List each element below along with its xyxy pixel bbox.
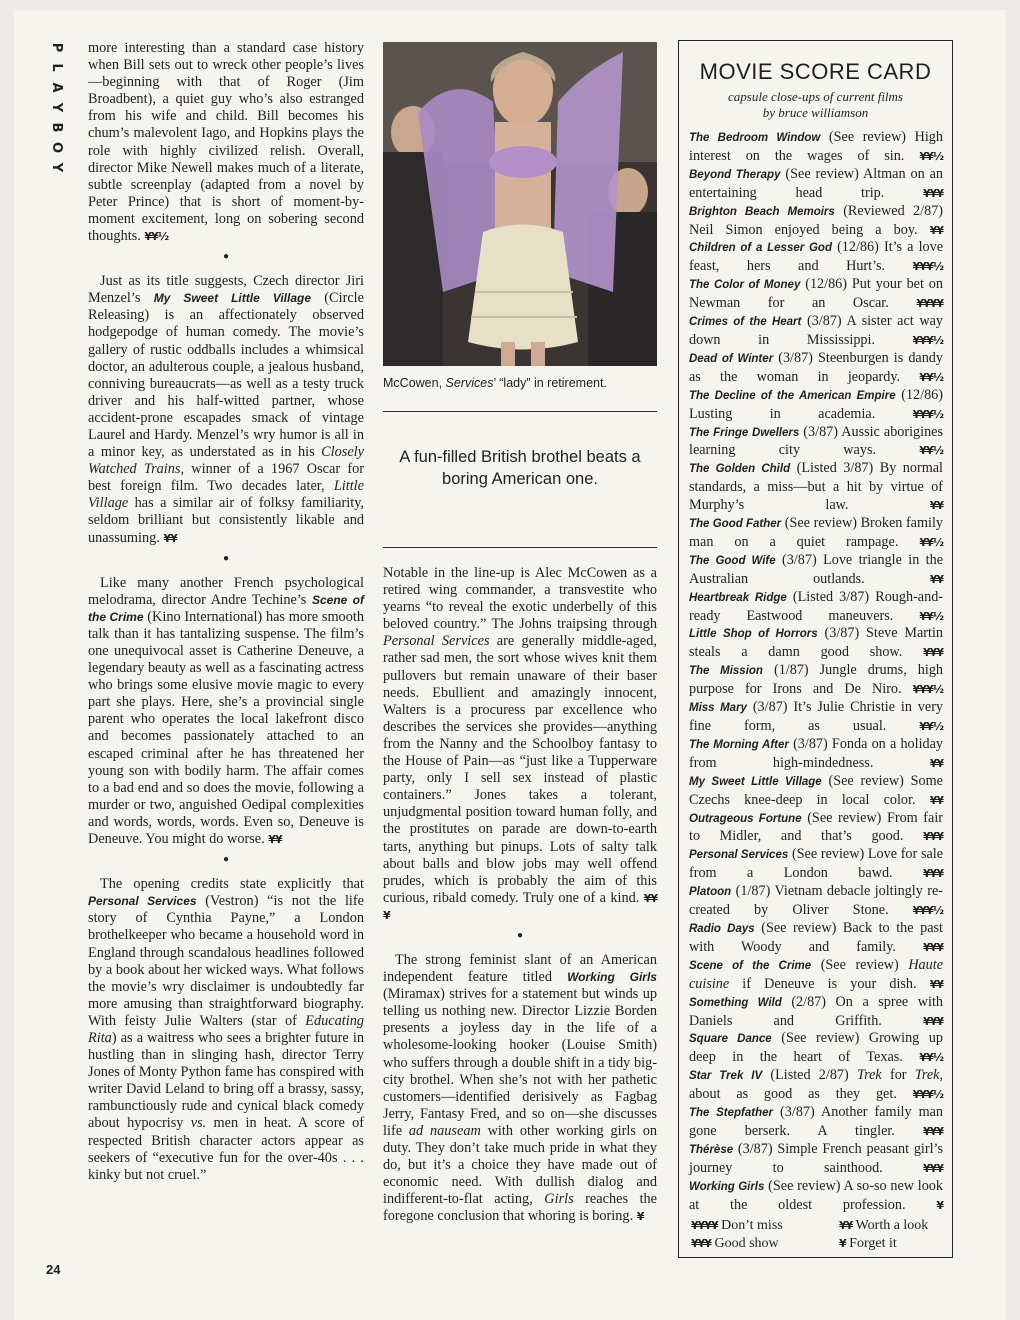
masthead-letter: O xyxy=(49,141,64,155)
scorecard-entry xyxy=(689,129,943,166)
entry-rating: ¥¥¥½ xyxy=(912,260,943,274)
entry-italic: Trek xyxy=(914,1067,940,1084)
legend-label: Don’t miss xyxy=(717,1218,783,1233)
masthead-letter: Y xyxy=(49,162,64,174)
scorecard-subtitle xyxy=(679,89,952,121)
scorecard-entry xyxy=(689,625,943,662)
text-run: The opening credits state explicitly that xyxy=(100,876,364,893)
entry-rating: ¥¥ xyxy=(929,756,943,770)
text-run: (Kino International) has more smooth talk than it has tantalizing suspense. The film’s one unequivocal asset is Catherine Deneuve, a legendary beauty as well as a fascinating actress who brings some elusive movie magic to every part she plays. Here, she’s a provincial single parent who operates the local lakefront disco and becomes passionately attached to an escaped criminal after he has threatened her young son with bodily harm. The affair comes to a bad end and so does the movie, following a murder or two, anguished Oedipal complexities and words, words, words. Even so, Deneuve is Deneuve. You might do worse. xyxy=(88,608,364,848)
scorecard-entry xyxy=(689,239,943,276)
section-separator: ● xyxy=(222,854,230,866)
entry-text: (See review) From fair to Midler, and that’s good. xyxy=(689,809,943,845)
entry-text: (See review) Growing up deep in the heart of Texas. xyxy=(689,1030,943,1066)
entry-text: (3/87) Another family man gone berserk. A tingler. xyxy=(689,1104,944,1139)
entry-rating: ¥¥½ xyxy=(919,535,944,549)
scorecard-entry xyxy=(689,920,943,957)
entry-title: My Sweet Little Village xyxy=(689,775,822,788)
scorecard-entry xyxy=(689,1141,943,1178)
scorecard-entry xyxy=(689,203,943,240)
photo-illustration xyxy=(383,42,657,366)
entry-title: Working Girls xyxy=(689,1180,765,1193)
entry-title: The Fringe Dwellers xyxy=(689,426,800,439)
rating-mark: ¥¥ xyxy=(163,531,177,545)
review-column-middle xyxy=(383,565,657,1225)
rating-legend xyxy=(691,1217,943,1253)
legend-mark: ¥ xyxy=(839,1237,846,1250)
section-separator: ● xyxy=(222,251,230,263)
entry-text: (See review) Love for sale from a London bawd. xyxy=(689,846,943,882)
scorecard-entry xyxy=(689,350,943,387)
legend-mark: ¥¥ xyxy=(839,1219,853,1232)
text-run: (Vestron) “is not the life story of Cynthia Payne,” a London brothelkeeper who became a household word in England through scandalous headlines followed by a book about her wicked ways. What follows the movie’s wry disclaimer is undoubtedly far more amusing than straightforward biography. With feisty Julie Walters (star of xyxy=(88,893,364,1029)
italic-text: ad nauseam xyxy=(408,1122,481,1139)
entry-title: The Morning After xyxy=(689,738,789,751)
entry-text: (3/87) A sister act way down in Mississippi. xyxy=(689,313,943,348)
entry-italic: Trek xyxy=(857,1067,882,1084)
entry-title: The Color of Money xyxy=(689,279,801,292)
page-number: 24 xyxy=(46,1262,61,1277)
text-run: men in heat. A score of respected British character actors appear as seekers of “executive fun for the over-40s . . . kinky but not cruel.” xyxy=(88,1115,365,1183)
entry-text: (3/87) Love triangle in the Australian outlands. xyxy=(689,551,944,587)
entry-title: Personal Services xyxy=(689,849,789,862)
entry-rating: ¥¥½ xyxy=(919,720,943,733)
entry-title: Scene of the Crime xyxy=(689,959,812,972)
pull-quote: A fun-filled British brothel beats a boring American one. xyxy=(399,448,641,488)
text-run: , winner of a 1967 Oscar for best foreign film. Two decades later, xyxy=(88,461,364,495)
text-run: (Circle Releasing) is an affectionately observed hodgepodge of human comedy. The movie’s gallery of rustic oddballs includes a whimsical doctor, an adulterous couple, a jealous husband, conniving bureaucrats—as well as a testy truck driver and his half-witted partner, whose accident-prone escapades smack of vintage Laurel and Hardy. Menzel’s wry humor is all in a minor key, as understated as in his xyxy=(88,290,364,461)
rule-top xyxy=(383,411,657,412)
italic-text: Personal Services xyxy=(383,633,490,650)
article-paragraph xyxy=(383,565,657,924)
movie-score-card xyxy=(678,40,953,1258)
scorecard-entry xyxy=(689,662,943,699)
scorecard-entry xyxy=(689,1030,943,1067)
italic-text: Closely Watched Trains xyxy=(88,444,364,478)
entry-text: (Listed 2/87) xyxy=(762,1067,858,1084)
entry-title: Star Trek IV xyxy=(689,1070,763,1083)
legend-item xyxy=(839,1235,943,1253)
article-paragraph xyxy=(88,575,364,849)
scorecard-subtitle-line: capsule close-ups of current films xyxy=(728,89,903,104)
legend-mark: ¥¥¥ xyxy=(691,1237,711,1250)
entry-title: Beyond Therapy xyxy=(689,168,781,181)
entry-rating: ¥¥½ xyxy=(919,1051,943,1065)
article-paragraph xyxy=(88,273,364,547)
entry-text: (2/87) On a spree with Daniels and Griffith. xyxy=(689,993,943,1029)
scorecard-entry xyxy=(689,736,943,773)
entry-text: (12/86) Put your bet on Newman for an Oscar. xyxy=(689,276,943,312)
entry-rating: ¥¥¥ xyxy=(923,186,943,200)
entry-rating: ¥¥ xyxy=(929,223,943,237)
entry-text: (1/87) Vietnam debacle joltingly re-created by Oliver Stone. xyxy=(689,883,943,919)
scorecard-entry xyxy=(689,552,943,589)
legend-item xyxy=(691,1235,839,1253)
text-run: Like many another French psychological melodrama, director Andre Techine’s xyxy=(88,574,364,608)
text-run: are generally middle-aged, rather sad men, the sort whose wives knit them pullovers but remain unaware of their baser needs. Ebullient and amazingly innocent, Walters is a procuress par excellence who describes the services she provides—anything from the Nanny and the Schoolboy fantasy to the House of Pain—as “just like a Tupperware party, only I sell sex instead of plastic containers.” Jones takes a tolerant, unjudgmental position toward human folly, and the prostitutes on parade are down-to-earth tarts, anything but pinups. Lots of salty talk about balls and blow jobs may well offend prudes, which is probably the aim of this curious, ribald comedy. Truly one of a kind. xyxy=(383,633,657,906)
legend-label: Forget it xyxy=(845,1236,897,1251)
section-separator: ● xyxy=(516,929,524,941)
entry-italic: Haute cuisine xyxy=(689,956,943,992)
entry-text: (3/87) Simple French peasant girl’s journey to sainthood. xyxy=(689,1140,943,1176)
entry-title: Dead of Winter xyxy=(689,352,774,365)
entry-text: (1/87) Jungle drums, high purpose for Irons and De Niro. xyxy=(689,662,944,698)
scorecard-entry xyxy=(689,589,943,626)
scorecard-entry xyxy=(689,460,943,515)
entry-text: (See review) Altman on an entertaining head trip. xyxy=(689,165,943,201)
entry-rating: ¥¥¥ xyxy=(923,867,943,881)
masthead-vertical xyxy=(46,38,66,178)
entry-title: Crimes of the Heart xyxy=(689,316,802,329)
scorecard-entry xyxy=(689,424,943,461)
rating-mark: ¥ xyxy=(636,1210,644,1224)
text-run: reaches the foregone conclusion that whoring is boring. xyxy=(383,1191,657,1225)
entry-rating: ¥¥½ xyxy=(919,609,944,623)
scorecard-entry xyxy=(689,515,943,552)
entry-rating: ¥¥¥¥ xyxy=(916,297,943,311)
entry-text: (3/87) Aussic aborigines learning city ways. xyxy=(689,423,943,459)
caption-text-end: ’ “lady” in retirement. xyxy=(493,376,607,390)
review-column-left xyxy=(88,40,364,1184)
scorecard-entry xyxy=(689,1178,943,1215)
scorecard-title: MOVIE SCORE CARD xyxy=(699,59,932,84)
entry-text: (3/87) Fonda on a holiday from high-mindedness. xyxy=(689,735,943,771)
entry-title: Brighton Beach Memoirs xyxy=(689,205,835,218)
entry-text: (See review) High interest on the wages of sin. xyxy=(689,129,943,164)
masthead-letter: Y xyxy=(49,102,64,114)
masthead-letter: L xyxy=(49,63,64,73)
caption-text: McCowen, xyxy=(383,376,446,390)
text-run: (Miramax) strives for a statement but winds up telling us nothing new. Director Lizzie Borden presents a joyless day in the life of a wholesome-looking hooker (Louise Smith) who suffers through a double shift in a tidy big-city brothel. When she’s not with her pathetic customers—identified derisively as Fagbag Jerry, Fantasy Fred, and so on—she discusses life xyxy=(383,986,657,1139)
scorecard-entry xyxy=(689,699,943,736)
scorecard-byline: by bruce williamson xyxy=(762,105,869,120)
text-run: Just as its title suggests, Czech director Jiri Menzel’s xyxy=(88,273,364,307)
italic-text: Little Village xyxy=(88,478,364,512)
entry-rating: ¥¥¥ xyxy=(923,1124,943,1138)
legend-item xyxy=(839,1217,943,1235)
scorecard-entry xyxy=(689,846,943,883)
scorecard-entry xyxy=(689,810,943,847)
text-run: with other working girls on duty. They don’t take much pride in what they do, but it’s a choice they have made out of economic need. With dullish dialog and indifferent-to-flat acting, xyxy=(383,1122,657,1208)
entry-rating: ¥¥ xyxy=(929,977,943,991)
scorecard-entry xyxy=(689,276,943,313)
scorecard-entry xyxy=(689,1104,943,1141)
legend-mark: ¥¥¥¥ xyxy=(691,1219,718,1232)
article-paragraph xyxy=(88,876,364,1184)
masthead-letter: P xyxy=(49,42,64,54)
scorecard-entry xyxy=(689,994,943,1031)
text-run: ) as a waitress who sees a brighter future in hustling than in slinging hash, director Terry Jones of Monty Python fame has conspired with writer David Leland to bring off a brassy, sassy, rambunctiously rude and cynical black comedy about hypocrisy xyxy=(88,1029,364,1132)
entry-text: (3/87) It’s Julie Christie in very fine form, as usual. xyxy=(689,699,944,734)
entry-title: The Good Father xyxy=(689,518,782,531)
entry-rating: ¥¥½ xyxy=(919,370,943,384)
caption-italic: Services xyxy=(445,376,494,390)
entry-rating: ¥¥¥ xyxy=(923,646,943,660)
entry-rating: ¥¥ xyxy=(929,499,943,513)
rule-bottom xyxy=(383,547,657,548)
entry-title: The Golden Child xyxy=(689,463,791,476)
scorecard-entry xyxy=(689,883,943,920)
scorecard-entry xyxy=(689,387,943,424)
entry-rating: ¥¥ xyxy=(929,793,944,807)
entry-rating: ¥¥¥ xyxy=(923,1161,943,1175)
entry-rating: ¥¥¥½ xyxy=(912,683,944,697)
entry-text: (12/86) It’s a love feast, hers and Hurt’s. xyxy=(689,239,943,275)
entry-title: Miss Mary xyxy=(689,702,747,715)
entry-rating: ¥¥½ xyxy=(919,149,944,163)
entry-rating: ¥¥½ xyxy=(919,444,943,458)
legend-item xyxy=(691,1217,839,1235)
entry-text: (See review) Some Czechs knee-deep in local color. xyxy=(689,772,943,808)
rating-mark: ¥¥½ xyxy=(144,230,169,244)
entry-text: (See review) Back to the past with Woody and family. xyxy=(689,919,943,955)
entry-rating: ¥¥¥½ xyxy=(912,904,944,918)
entry-rating: ¥¥¥½ xyxy=(912,407,944,421)
legend-label: Worth a look xyxy=(852,1218,929,1233)
entry-rating: ¥¥¥ xyxy=(923,830,943,844)
entry-text: for xyxy=(881,1067,915,1084)
italic-text: Girls xyxy=(544,1191,574,1208)
entry-title: The Good Wife xyxy=(689,554,776,567)
entry-rating: ¥ xyxy=(936,1198,943,1212)
entry-text: (Reviewed 2/87) Neil Simon enjoyed being a boy. xyxy=(689,202,944,238)
masthead-letter: A xyxy=(49,82,64,94)
film-title: Personal Services xyxy=(88,894,197,909)
rating-mark: ¥¥ xyxy=(268,833,282,847)
entry-title: Outrageous Fortune xyxy=(689,812,802,825)
article-paragraph xyxy=(88,40,364,245)
scorecard-entry xyxy=(689,957,943,994)
italic-text: Educating Rita xyxy=(88,1012,364,1046)
article-paragraph xyxy=(383,952,657,1226)
scorecard-entries xyxy=(689,129,943,1214)
entry-text: (12/86) Lusting in academia. xyxy=(689,386,943,422)
film-title: Scene of the Crime xyxy=(88,592,364,624)
entry-title: The Bedroom Window xyxy=(689,132,821,144)
entry-text: if Deneuve is your dish. xyxy=(729,975,917,992)
entry-title: The Decline of the American Empire xyxy=(689,389,896,402)
entry-text: (See review) Broken family man on a quiet rampage. xyxy=(689,515,943,550)
entry-text: (3/87) Steenburgen is dandy as the woman in jeopardy. xyxy=(689,349,943,385)
entry-text: (See review) xyxy=(811,956,909,973)
entry-title: Square Dance xyxy=(689,1033,772,1046)
italic-text: vs. xyxy=(190,1115,207,1132)
entry-title: Thérèse xyxy=(689,1143,734,1156)
entry-title: Little Shop of Horrors xyxy=(689,628,818,641)
scorecard-entry xyxy=(689,313,943,350)
section-separator: ● xyxy=(222,552,230,564)
photo-caption xyxy=(383,376,657,390)
entry-title: Children of a Lesser God xyxy=(689,242,832,255)
entry-text: (Listed 3/87) Rough-and-ready Eastwood maneuvers. xyxy=(689,588,944,624)
entry-rating: ¥¥¥½ xyxy=(912,1088,944,1102)
text-run: Notable in the line-up is Alec McCowen as a retired wing commander, a transvestite who yearns “to reveal the exotic underbelly of this beloved country.” The Johns traipsing through xyxy=(383,565,657,633)
entry-rating: ¥¥¥½ xyxy=(912,333,943,347)
film-title: My Sweet Little Village xyxy=(153,291,312,306)
text-run: more interesting than a standard case history when Bill sets out to wreck other people’s lives—beginning with that of Roger (Jim Broadbent), a quiet guy who’s also estranged from his wife and child. Bill becomes his chum’s malevolent Iago, and Hopkins plays the role with highly civilized relish. Overall, director Mike Newell makes much of a literate, subtle screenplay (adapted from a novel by Peter Prince) that is short of moment-by-moment excitement, long on sobering second thoughts. xyxy=(88,40,364,245)
entry-rating: ¥¥¥ xyxy=(923,1014,944,1028)
scorecard-entry xyxy=(689,1067,943,1104)
entry-text: (See review) A so-so new look at the oldest profession. xyxy=(689,1177,943,1213)
entry-rating: ¥¥¥ xyxy=(923,940,943,954)
entry-title: The Stepfather xyxy=(689,1107,774,1120)
entry-title: Something Wild xyxy=(689,996,782,1009)
entry-title: Platoon xyxy=(689,886,732,899)
entry-title: Radio Days xyxy=(689,922,755,935)
film-title: Working Girls xyxy=(567,970,657,985)
masthead-letter: B xyxy=(49,122,64,134)
photo-mccowen xyxy=(383,42,657,366)
text-run: The strong feminist slant of an American independent feature titled xyxy=(383,951,657,986)
rating-mark: ¥¥¥ xyxy=(383,891,657,922)
legend-label: Good show xyxy=(710,1236,779,1251)
entry-text: , about as good as they get. xyxy=(689,1067,944,1103)
scorecard-entry xyxy=(689,773,943,810)
entry-text: (Listed 3/87) By normal standards, a miss—but a hit by virtue of Murphy’s law. xyxy=(689,460,943,514)
scorecard-entry xyxy=(689,166,943,203)
entry-title: The Mission xyxy=(689,665,763,678)
entry-title: Heartbreak Ridge xyxy=(689,591,787,604)
entry-text: (3/87) Steve Martin steals a damn good show. xyxy=(689,625,943,661)
text-run: has a similar air of folksy familiarity, seldom brilliant but consistently likable and unassuming. xyxy=(88,495,364,546)
entry-rating: ¥¥ xyxy=(929,572,943,586)
